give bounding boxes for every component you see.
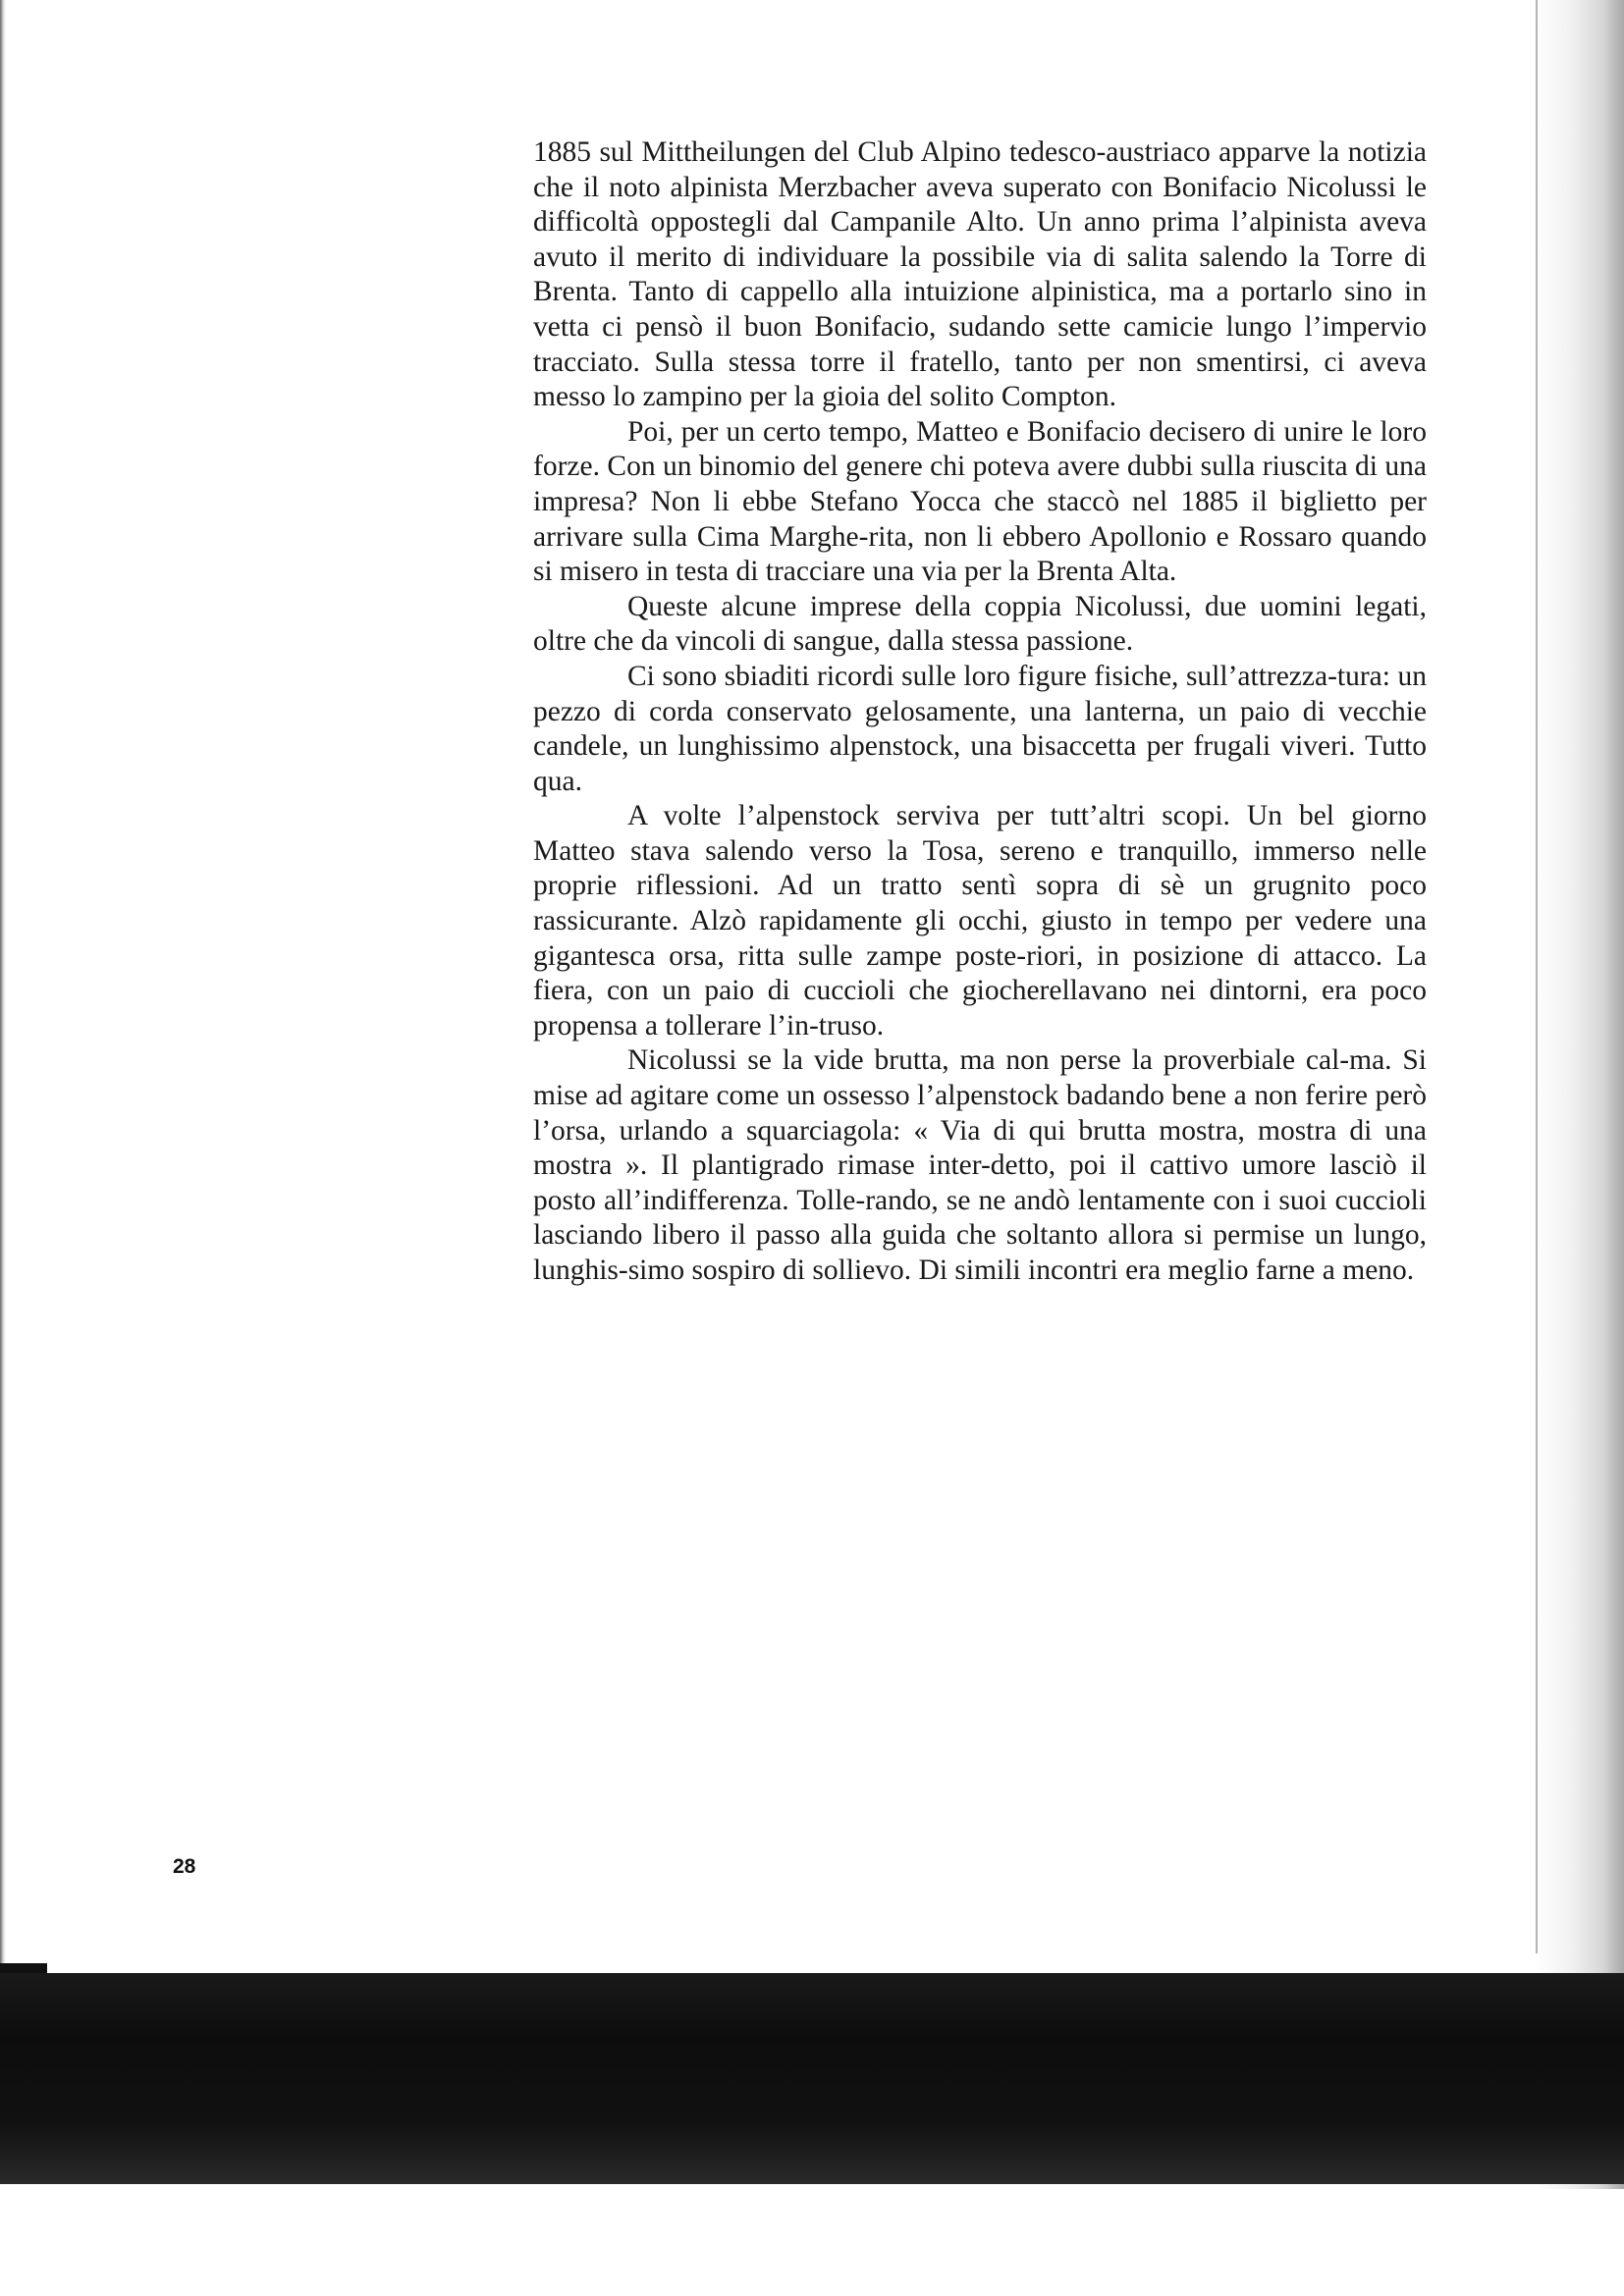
paragraph-6: Nicolussi se la vide brutta, ma non perse la proverbiale cal-ma. Si mise ad agitare come un ossesso l’alpenstock badando bene a non ferire però l’orsa, urlando a squarciagola: « Via di qui brutta mostra, mostra di una mostra ». Il plantigrado rimase inter-detto, poi il cattivo umore lasciò il posto all’indifferenza. Tolle-rando, se ne andò lentamente con i suoi cuccioli lasciando libero il passo alla guida che soltanto allora si permise un lungo, lunghis-simo sospiro di sollievo. Di simili incontri era meglio farne a meno. — [533, 1044, 1427, 1286]
scan-left-edge — [0, 0, 6, 1993]
paragraph-4: Ci sono sbiaditi ricordi sulle loro figure fisiche, sull’attrezza-tura: un pezzo di corda conservato gelosamente, una lanterna, un paio di vecchie candele, un lunghissimo alpenstock, una bisaccetta per frugali viveri. Tutto qua. — [533, 660, 1427, 797]
scan-bottom-band — [0, 1973, 1624, 2184]
paragraph-1: 1885 sul Mittheilungen del Club Alpino tedesco-austriaco apparve la notizia che il noto alpinista Merzbacher aveva superato con Bonifacio Nicolussi le difficoltà oppostegli dal Campanile Alto. Un anno prima l’alpinista aveva avuto il merito di individuare la possibile via di salita salendo la Torre di Brenta. Tanto di cappello alla intuizione alpinistica, ma a portarlo sino in vetta ci pensò il buon Bonifacio, sudando sette camicie lungo l’impervio tracciato. Sulla stessa torre il fratello, tanto per non smentirsi, ci aveva messo lo zampino per la gioia del solito Compton. — [533, 136, 1427, 413]
scan-right-line — [1536, 0, 1538, 1953]
scan-right-edge — [1534, 0, 1624, 2189]
page-number: 28 — [173, 1855, 196, 1878]
paragraph-5: A volte l’alpenstock serviva per tutt’altri scopi. Un bel giorno Matteo stava salendo verso la Tosa, sereno e tranquillo, immerso nelle proprie riflessioni. Ad un tratto sentì sopra di sè un grugnito poco rassicurante. Alzò rapidamente gli occhi, giusto in tempo per vedere una gigantesca orsa, ritta sulle zampe poste-riori, in posizione di attacco. La fiera, con un paio di cuccioli che giocherellavano nei dintorni, era poco propensa a tollerare l’in-truso. — [533, 800, 1427, 1041]
paragraph-2: Poi, per un certo tempo, Matteo e Bonifacio decisero di unire le loro forze. Con un binomio del genere chi poteva avere dubbi sulla riuscita di una impresa? Non li ebbe Stefano Yocca che staccò nel 1885 il biglietto per arrivare sulla Cima Marghe-rita, non li ebbero Apollonio e Rossaro quando si misero in testa di tracciare una via per la Brenta Alta. — [533, 415, 1427, 588]
page-text-body — [533, 135, 1427, 1289]
paragraph-3: Queste alcune imprese della coppia Nicolussi, due uomini legati, oltre che da vincoli di sangue, dalla stessa passione. — [533, 590, 1427, 658]
